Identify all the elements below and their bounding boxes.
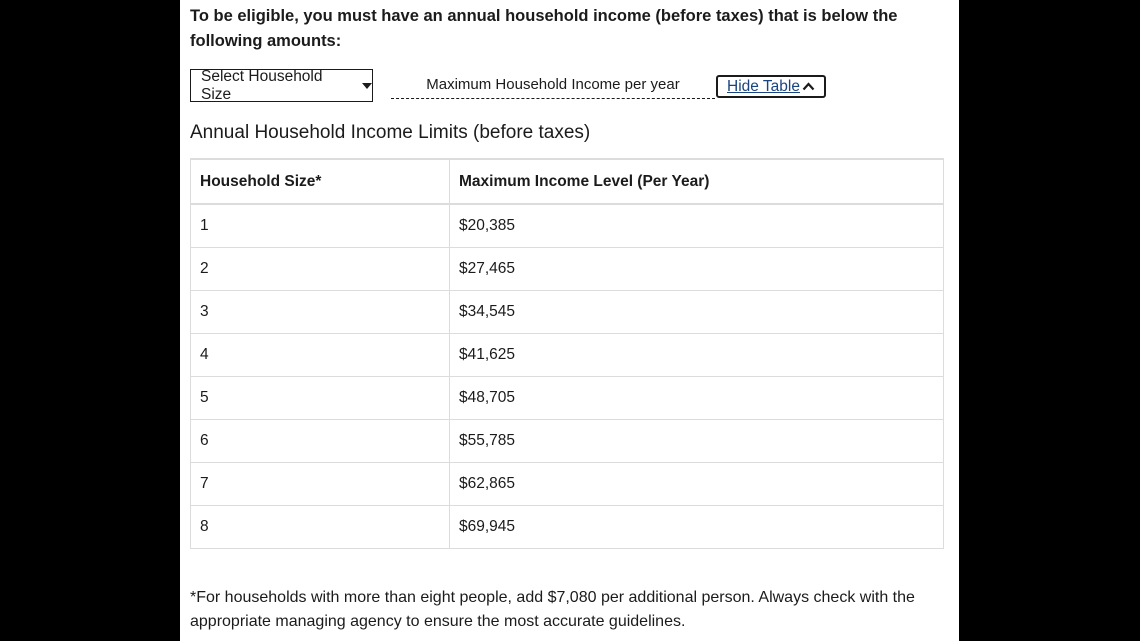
max-income-cell: $27,465	[450, 248, 944, 291]
header-household-size: Household Size*	[191, 159, 450, 204]
household-size-cell: 8	[191, 506, 450, 549]
hide-table-label: Hide Table	[727, 77, 800, 95]
max-income-cell: $48,705	[450, 377, 944, 420]
table-row	[191, 291, 944, 334]
hide-table-button[interactable]	[716, 75, 826, 98]
table-row	[191, 204, 944, 248]
max-income-cell: $20,385	[450, 204, 944, 248]
max-income-cell: $62,865	[450, 463, 944, 506]
chevron-up-icon	[802, 81, 815, 92]
table-row	[191, 377, 944, 420]
household-size-cell: 5	[191, 377, 450, 420]
max-income-cell: $34,545	[450, 291, 944, 334]
household-size-select-label: Select Household Size	[201, 67, 323, 103]
eligibility-intro: To be eligible, you must have an annual household income (before taxes) that is below the following amounts:	[190, 7, 898, 50]
table-row	[191, 506, 944, 549]
household-size-cell: 2	[191, 248, 450, 291]
table-row	[191, 334, 944, 377]
table-title: Annual Household Income Limits (before taxes)	[190, 122, 591, 143]
household-size-cell: 3	[191, 291, 450, 334]
table-header-row	[191, 159, 944, 204]
content-panel	[180, 0, 959, 641]
caret-down-icon	[362, 83, 372, 89]
max-income-cell: $41,625	[450, 334, 944, 377]
table-row	[191, 420, 944, 463]
footnote: *For households with more than eight people, add $7,080 per additional person. Always check with the appropriate managing agency to ensure the most accurate guidelines.	[190, 589, 915, 630]
header-max-income: Maximum Income Level (Per Year)	[450, 159, 944, 204]
table-row	[191, 248, 944, 291]
household-size-select[interactable]	[190, 69, 373, 102]
household-size-cell: 1	[191, 204, 450, 248]
household-size-cell: 6	[191, 420, 450, 463]
household-size-cell: 7	[191, 463, 450, 506]
max-income-cell: $55,785	[450, 420, 944, 463]
income-limits-table	[190, 158, 944, 549]
max-income-cell: $69,945	[450, 506, 944, 549]
table-row	[191, 463, 944, 506]
household-size-cell: 4	[191, 334, 450, 377]
max-income-legend: Maximum Household Income per year	[391, 76, 715, 99]
